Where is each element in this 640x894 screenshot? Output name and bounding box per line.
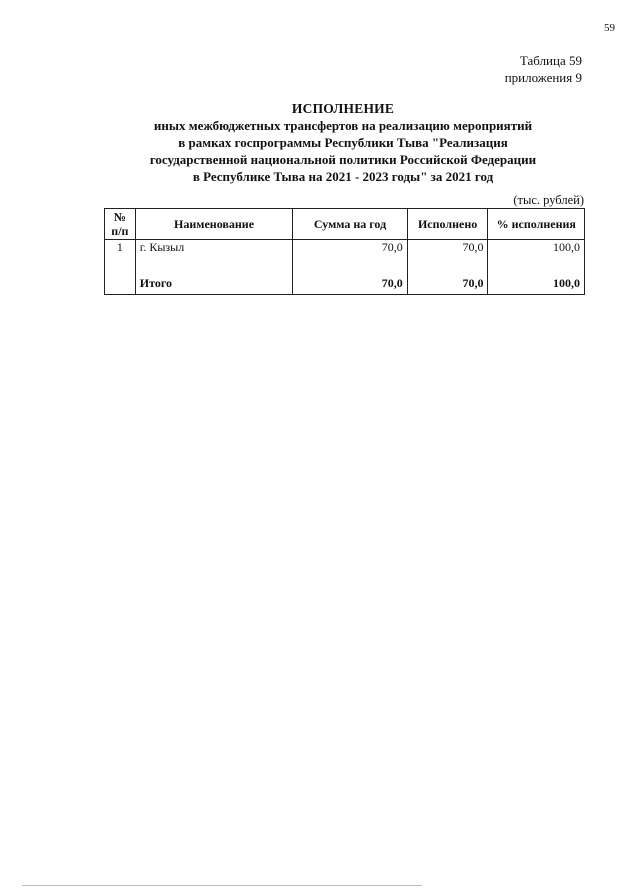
- table-ref-line1: Таблица 59: [519, 53, 582, 68]
- total-row: [105, 254, 585, 295]
- units-label: (тыс. рублей): [513, 193, 584, 207]
- table-ref-line2: приложения 9: [504, 70, 582, 85]
- total-num-cell: [105, 254, 136, 295]
- title-line1: иных межбюджетных трансфертов на реализацию мероприятий: [153, 118, 533, 133]
- cell-pct: 100,0: [488, 240, 585, 255]
- header-done: Исполнено: [407, 209, 488, 240]
- execution-table: [104, 208, 585, 295]
- title-heading: ИСПОЛНЕНИЕ: [291, 101, 395, 116]
- cell-name: г. Кызыл: [135, 240, 293, 255]
- table-row: [105, 240, 585, 255]
- total-label: Итого: [135, 254, 293, 295]
- header-pct: % исполнения: [488, 209, 585, 240]
- table-header-row: [105, 209, 585, 240]
- header-sum: Сумма на год: [293, 209, 407, 240]
- header-num: № п/п: [105, 209, 136, 240]
- footer-divider: [22, 885, 422, 886]
- cell-done: 70,0: [407, 240, 488, 255]
- cell-num: 1: [105, 240, 136, 255]
- header-name: Наименование: [135, 209, 293, 240]
- document-title: [60, 100, 626, 185]
- title-line4: в Республике Тыва на 2021 - 2023 годы" за 2021 год: [192, 169, 494, 184]
- title-line2: в рамках госпрограммы Республики Тыва "Реализация: [178, 135, 508, 150]
- total-pct: 100,0: [488, 254, 585, 295]
- title-line3: государственной национальной политики Российской Федерации: [149, 152, 537, 167]
- total-sum: 70,0: [293, 254, 407, 295]
- table-reference: [505, 52, 582, 86]
- cell-sum: 70,0: [293, 240, 407, 255]
- total-done: 70,0: [407, 254, 488, 295]
- page-number: 59: [604, 22, 615, 34]
